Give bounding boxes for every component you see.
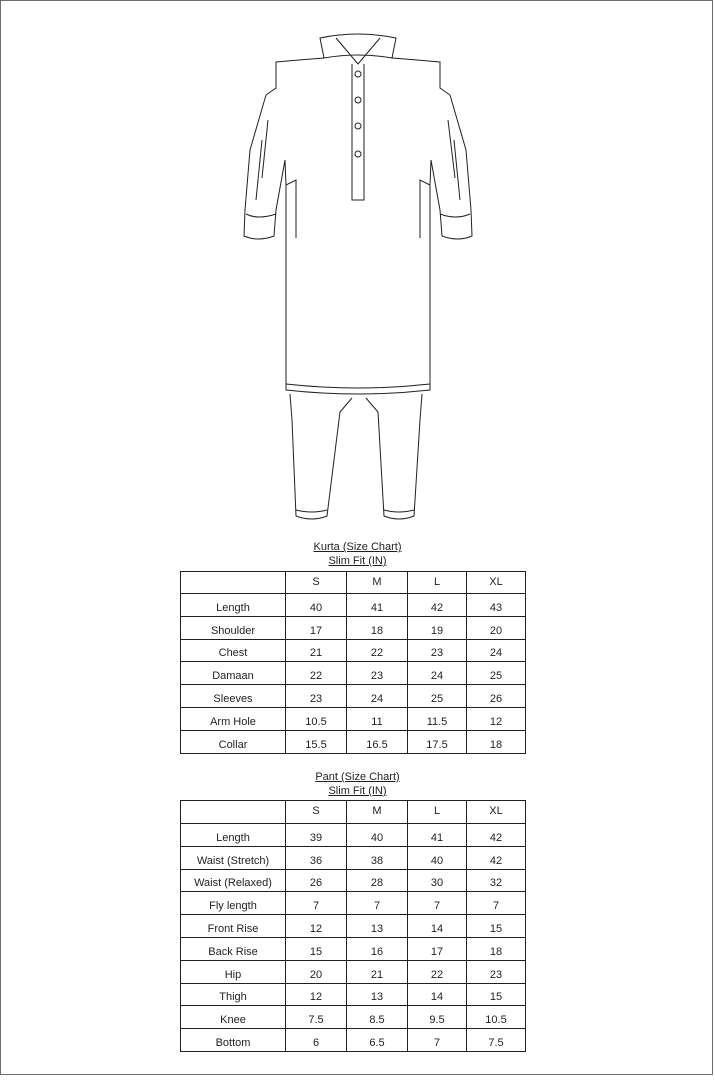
measurement-value: 10.5: [286, 707, 347, 730]
measurement-value: 15: [286, 937, 347, 960]
measurement-label: Length: [181, 824, 286, 847]
size-header-l: L: [408, 801, 467, 824]
measurement-label: Hip: [181, 960, 286, 983]
measurement-value: 7: [408, 1029, 467, 1052]
measurement-value: 24: [408, 662, 467, 685]
measurement-label: Collar: [181, 730, 286, 753]
measurement-label: Waist (Stretch): [181, 846, 286, 869]
measurement-value: 12: [467, 707, 526, 730]
measurement-label: Knee: [181, 1006, 286, 1029]
measurement-label: Damaan: [181, 662, 286, 685]
size-header-xl: XL: [467, 801, 526, 824]
measurement-value: 21: [286, 639, 347, 662]
measurement-label: Shoulder: [181, 616, 286, 639]
measurement-value: 40: [347, 824, 408, 847]
table-row: [181, 983, 526, 1006]
measurement-value: 6.5: [347, 1029, 408, 1052]
measurement-value: 7.5: [286, 1006, 347, 1029]
measurement-value: 8.5: [347, 1006, 408, 1029]
measurement-label: Waist (Relaxed): [181, 869, 286, 892]
measurement-value: 22: [286, 662, 347, 685]
measurement-value: 41: [408, 824, 467, 847]
measurement-value: 7: [347, 892, 408, 915]
table-row: [181, 846, 526, 869]
table-row: [181, 707, 526, 730]
size-header-m: M: [347, 572, 408, 594]
measurement-value: 32: [467, 869, 526, 892]
table-row: [181, 824, 526, 847]
measurement-value: 23: [467, 960, 526, 983]
table-row: [181, 662, 526, 685]
measurement-value: 14: [408, 983, 467, 1006]
measurement-value: 40: [408, 846, 467, 869]
measurement-value: 26: [467, 685, 526, 708]
table-row: [181, 1029, 526, 1052]
measurement-value: 15: [467, 983, 526, 1006]
measurement-value: 25: [408, 685, 467, 708]
measurement-label: Length: [181, 594, 286, 617]
table-row: [181, 1006, 526, 1029]
measurement-label: Sleeves: [181, 685, 286, 708]
measurement-value: 14: [408, 915, 467, 938]
measurement-value: 12: [286, 915, 347, 938]
measurement-value: 6: [286, 1029, 347, 1052]
measurement-value: 42: [467, 846, 526, 869]
measurement-value: 18: [347, 616, 408, 639]
measurement-value: 16: [347, 937, 408, 960]
table-row: [181, 730, 526, 753]
measurement-value: 7: [408, 892, 467, 915]
measurement-label: Fly length: [181, 892, 286, 915]
measurement-value: 41: [347, 594, 408, 617]
table-row: [181, 869, 526, 892]
measurement-value: 42: [408, 594, 467, 617]
pant-chart-title: Pant (Size Chart): [315, 771, 400, 783]
measurement-label: Back Rise: [181, 937, 286, 960]
size-header-s: S: [286, 572, 347, 594]
measurement-label: Chest: [181, 639, 286, 662]
measurement-value: 7: [286, 892, 347, 915]
measurement-label: Front Rise: [181, 915, 286, 938]
kurta-header-row: [181, 572, 526, 594]
size-header-m: M: [347, 801, 408, 824]
measurement-value: 16.5: [347, 730, 408, 753]
measurement-value: 30: [408, 869, 467, 892]
pant-size-table: [180, 800, 526, 1052]
measurement-value: 11.5: [408, 707, 467, 730]
size-header-l: L: [408, 572, 467, 594]
measurement-value: 17.5: [408, 730, 467, 753]
measurement-label: Arm Hole: [181, 707, 286, 730]
measurement-value: 17: [286, 616, 347, 639]
measurement-value: 39: [286, 824, 347, 847]
pant-header-row: [181, 801, 526, 824]
table-row: [181, 616, 526, 639]
size-header-xl: XL: [467, 572, 526, 594]
kurta-pajama-sketch: [232, 26, 484, 524]
measurement-label: Bottom: [181, 1029, 286, 1052]
corner-cell: [181, 572, 286, 594]
measurement-value: 20: [286, 960, 347, 983]
measurement-value: 40: [286, 594, 347, 617]
size-header-s: S: [286, 801, 347, 824]
measurement-value: 24: [467, 639, 526, 662]
kurta-chart-subtitle: Slim Fit (IN): [328, 555, 387, 567]
table-row: [181, 892, 526, 915]
measurement-value: 20: [467, 616, 526, 639]
measurement-value: 23: [408, 639, 467, 662]
measurement-value: 22: [347, 639, 408, 662]
measurement-value: 21: [347, 960, 408, 983]
measurement-value: 25: [467, 662, 526, 685]
measurement-value: 18: [467, 937, 526, 960]
measurement-value: 23: [286, 685, 347, 708]
measurement-value: 7: [467, 892, 526, 915]
measurement-value: 9.5: [408, 1006, 467, 1029]
kurta-size-table: [180, 571, 526, 754]
pant-chart-subtitle: Slim Fit (IN): [328, 785, 387, 797]
table-row: [181, 639, 526, 662]
measurement-value: 13: [347, 915, 408, 938]
measurement-value: 19: [408, 616, 467, 639]
measurement-value: 7.5: [467, 1029, 526, 1052]
measurement-value: 36: [286, 846, 347, 869]
measurement-value: 13: [347, 983, 408, 1006]
measurement-value: 18: [467, 730, 526, 753]
measurement-value: 11: [347, 707, 408, 730]
kurta-chart-title: Kurta (Size Chart): [313, 541, 402, 553]
measurement-value: 15: [467, 915, 526, 938]
measurement-value: 23: [347, 662, 408, 685]
measurement-value: 38: [347, 846, 408, 869]
measurement-value: 15.5: [286, 730, 347, 753]
measurement-value: 24: [347, 685, 408, 708]
table-row: [181, 915, 526, 938]
measurement-value: 17: [408, 937, 467, 960]
table-row: [181, 937, 526, 960]
measurement-value: 22: [408, 960, 467, 983]
table-row: [181, 594, 526, 617]
measurement-value: 10.5: [467, 1006, 526, 1029]
table-row: [181, 960, 526, 983]
table-row: [181, 685, 526, 708]
measurement-value: 43: [467, 594, 526, 617]
corner-cell: [181, 801, 286, 824]
measurement-value: 42: [467, 824, 526, 847]
measurement-label: Thigh: [181, 983, 286, 1006]
measurement-value: 28: [347, 869, 408, 892]
measurement-value: 12: [286, 983, 347, 1006]
measurement-value: 26: [286, 869, 347, 892]
